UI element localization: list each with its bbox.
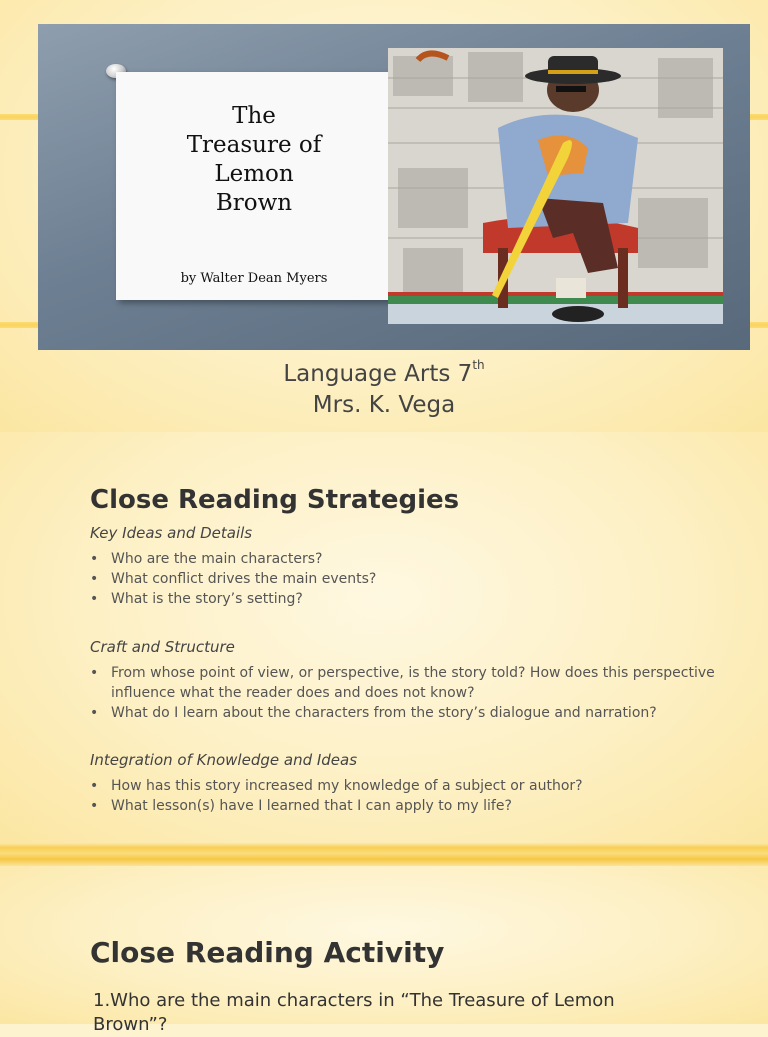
teacher-name: Mrs. K. Vega (312, 392, 456, 418)
section-heading-craft: Craft and Structure (90, 638, 235, 656)
list-item: • What lesson(s) have I learned that I can apply to my life? (90, 796, 730, 816)
list-item: • Who are the main characters? (90, 549, 730, 569)
integration-list (90, 776, 730, 816)
list-item: • What is the story’s setting? (90, 589, 730, 609)
course-name (0, 358, 768, 387)
book-title: The Treasure of Lemon Brown (186, 103, 322, 216)
section-heading-key-ideas: Key Ideas and Details (90, 524, 253, 542)
activity-slide (0, 866, 768, 1035)
book-author: by Walter Dean Myers (180, 271, 328, 286)
title-slide (0, 0, 768, 432)
slide-title: Close Reading Activity (90, 936, 445, 969)
section-heading-integration: Integration of Knowledge and Ideas (90, 751, 358, 769)
list-item: • What conflict drives the main events? (90, 569, 730, 589)
seated-man-illustration (388, 48, 723, 324)
title-card (116, 72, 392, 300)
question-item: 1.Who are the main characters in “The Treasure of Lemon Brown”? (93, 990, 615, 1035)
key-ideas-list (90, 549, 730, 609)
slide-separator (0, 843, 768, 866)
collage-illustration (388, 48, 723, 324)
slide-title: Close Reading Strategies (90, 485, 460, 515)
list-item: • How has this story increased my knowledge of a subject or author? (90, 776, 730, 796)
grade-superscript: th (472, 358, 485, 372)
list-item: • What do I learn about the characters from the story’s dialogue and narration? (90, 703, 730, 723)
strategies-slide (0, 432, 768, 844)
course-label: Language Arts 7 (283, 361, 473, 387)
craft-list (90, 663, 730, 723)
cover-image (38, 24, 750, 350)
list-item: • From whose point of view, or perspective, is the story told? How does this perspective influence what the reader does and does not know? (90, 663, 730, 703)
